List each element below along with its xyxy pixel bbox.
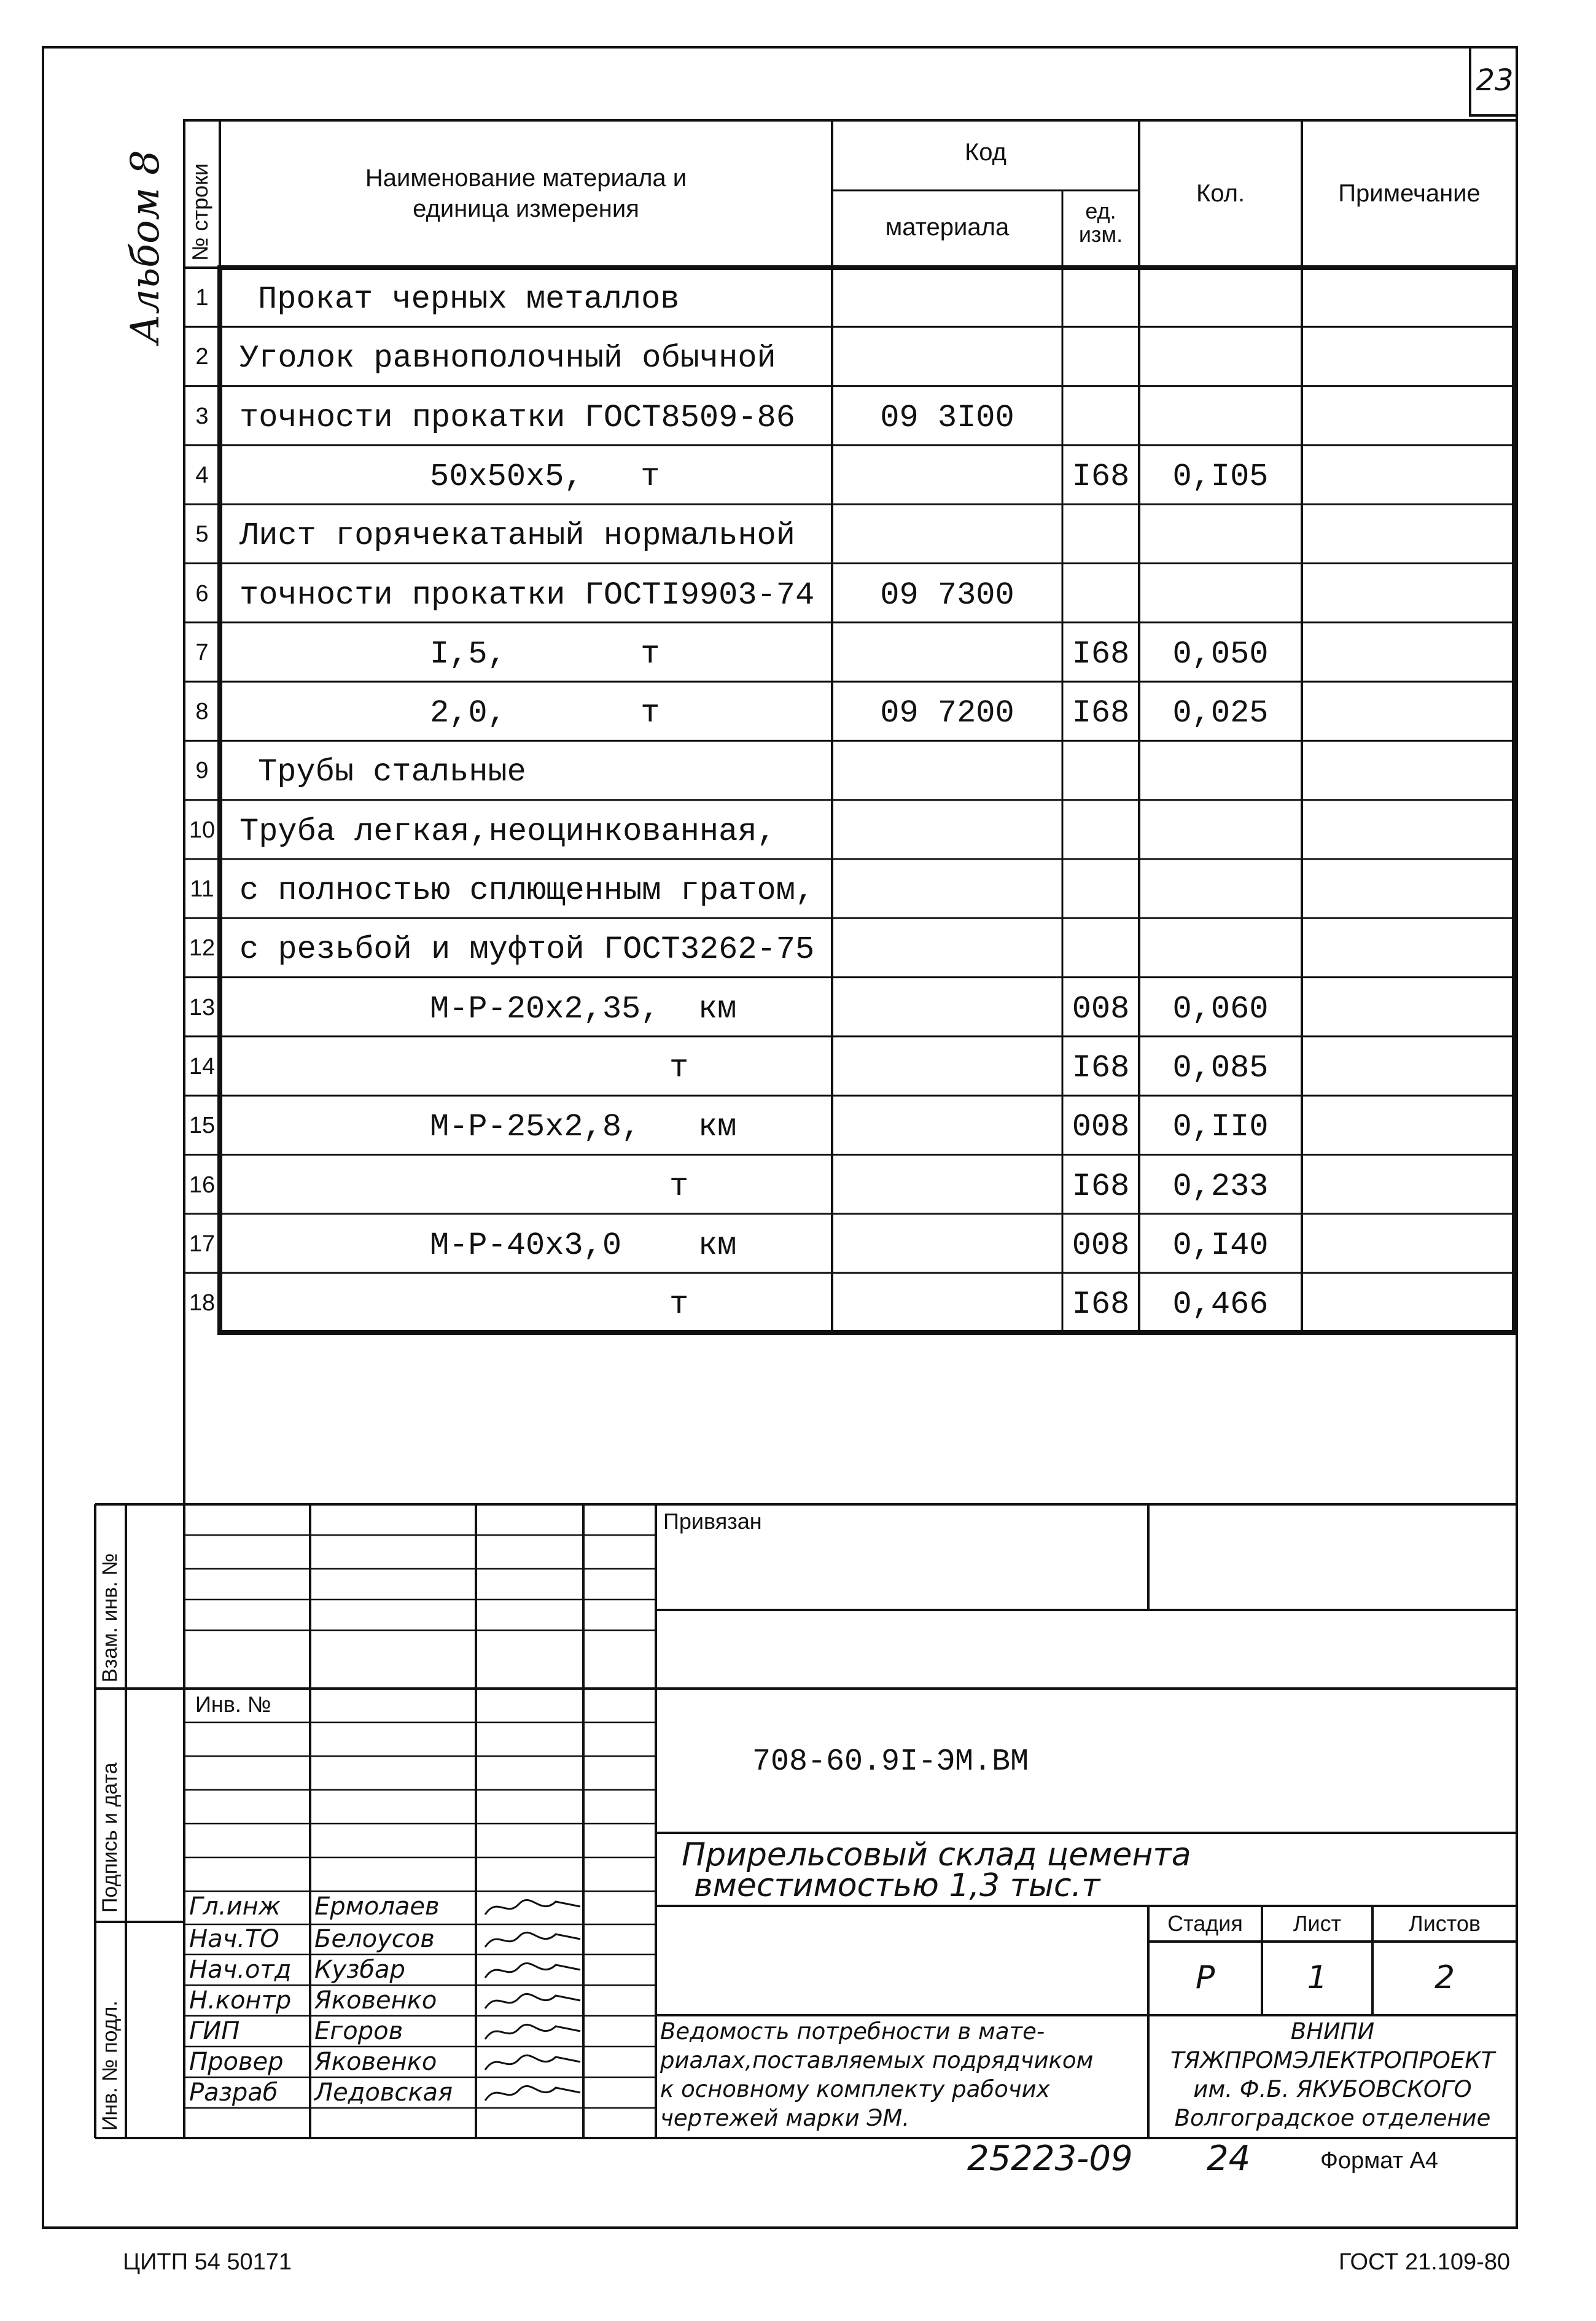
row-unit-code: I68 <box>1072 1049 1130 1086</box>
right-code: ГОСТ 21.109-80 <box>1339 2249 1511 2275</box>
row-material-code: 09 7300 <box>880 577 1014 613</box>
row-unit-code: I68 <box>1072 1168 1130 1205</box>
stage-label: Стадия <box>1167 1911 1243 1936</box>
row-unit-code: I68 <box>1072 695 1130 732</box>
sheet-value: 1 <box>1307 1959 1328 1996</box>
row-number: 12 <box>189 935 216 962</box>
organization-line: им. Ф.Б. ЯКУБОВСКОГО <box>1193 2076 1472 2102</box>
signer-role: Провер <box>189 2048 284 2076</box>
row-quantity: 0,050 <box>1172 636 1269 672</box>
description-line: чертежей марки ЭМ. <box>660 2105 910 2131</box>
row-name: с полностью сплющенным гратом, <box>239 873 815 909</box>
signature-mark <box>482 1987 586 2016</box>
row-quantity: 0,060 <box>1172 990 1269 1027</box>
organization-line: ТЯЖПРОМЭЛЕКТРОПРОЕКТ <box>1170 2047 1495 2074</box>
row-name: точности прокатки ГОСТI9903-74 <box>239 577 815 613</box>
stage-value: Р <box>1195 1959 1215 1996</box>
row-unit-code: I68 <box>1072 636 1130 672</box>
organization-line: Волгоградское отделение <box>1174 2105 1491 2131</box>
row-name: с резьбой и муфтой ГОСТ3262-75 <box>239 931 815 968</box>
row-name: т <box>669 1168 689 1205</box>
sheet-number: 23 <box>1469 46 1518 117</box>
row-number: 7 <box>195 639 209 666</box>
row-number: 16 <box>189 1172 216 1198</box>
privyazan-label: Привязан <box>663 1509 762 1534</box>
signature-mark <box>482 2018 586 2047</box>
header-qty: Кол. <box>1196 180 1245 207</box>
row-number: 2 <box>195 344 209 370</box>
header-row-number: № строки <box>187 163 212 261</box>
row-name: точности прокатки ГОСТ8509-86 <box>239 399 795 436</box>
label-podpis-data: Подпись и дата <box>98 1762 122 1913</box>
row-material-code: 09 3I00 <box>880 399 1014 436</box>
row-quantity: 0,I40 <box>1172 1227 1269 1264</box>
row-name: 50х50х5, т <box>430 458 660 495</box>
signer-name: Ледовская <box>314 2078 453 2107</box>
signer-role: Н.контр <box>189 1986 292 2015</box>
row-name: I,5, т <box>430 636 660 672</box>
sheets-label: Листов <box>1409 1911 1481 1936</box>
signature-mark <box>482 1956 586 1986</box>
row-number: 4 <box>195 462 209 488</box>
signer-name: Яковенко <box>314 2048 437 2076</box>
row-number: 1 <box>195 285 209 311</box>
signer-role: Гл.инж <box>189 1892 281 1921</box>
row-quantity: 0,233 <box>1172 1168 1269 1205</box>
row-number: 14 <box>189 1053 216 1079</box>
signer-name: Кузбар <box>314 1956 405 1984</box>
row-number: 3 <box>195 403 209 429</box>
signature-mark <box>482 2079 586 2109</box>
row-material-code: 09 7200 <box>880 695 1014 732</box>
row-number: 15 <box>189 1113 216 1139</box>
signer-name: Егоров <box>314 2017 403 2045</box>
header-material: материала <box>885 214 1010 241</box>
row-name: т <box>669 1049 689 1086</box>
row-quantity: 0,466 <box>1172 1286 1269 1323</box>
row-name: Лист горячекатаный нормальной <box>239 518 795 554</box>
archive-number: 25223-09 <box>967 2139 1133 2179</box>
signer-name: Ермолаев <box>314 1892 440 1921</box>
page-number: 24 <box>1207 2139 1251 2179</box>
signature-mark <box>482 2048 586 2078</box>
row-unit-code: 008 <box>1072 1109 1130 1146</box>
label-inv-podl: Инв. № подл. <box>98 2000 122 2131</box>
row-number: 17 <box>189 1230 216 1257</box>
row-name: М-Р-25х2,8, км <box>430 1109 737 1146</box>
signer-name: Белоусов <box>314 1925 435 1953</box>
description-line: Ведомость потребности в мате- <box>660 2018 1045 2045</box>
row-quantity: 0,I05 <box>1172 458 1269 495</box>
row-name: Трубы стальные <box>258 754 526 791</box>
row-number: 8 <box>195 699 209 725</box>
row-name: М-Р-20х2,35, км <box>430 990 737 1027</box>
album-note: Альбом 8 <box>123 150 168 344</box>
row-number: 6 <box>195 580 209 607</box>
header-code: Код <box>964 139 1006 166</box>
inv-number-label: Инв. № <box>195 1692 271 1717</box>
signer-role: Разраб <box>189 2078 278 2107</box>
label-vzam-inv: Взам. инв. № <box>98 1553 122 1682</box>
organization-line: ВНИПИ <box>1290 2018 1375 2045</box>
format-label: Формат А4 <box>1320 2148 1439 2174</box>
signature-mark <box>482 1926 586 1955</box>
sheets-value: 2 <box>1434 1959 1455 1996</box>
signer-role: Нач.отд <box>189 1956 292 1984</box>
left-code: ЦИТП 54 50171 <box>123 2249 292 2275</box>
document-code: 708-60.9I-ЭМ.ВМ <box>752 1744 1029 1779</box>
row-number: 18 <box>189 1290 216 1316</box>
description-line: риалах,поставляемых подрядчиком <box>660 2047 1094 2074</box>
header-name: Наименование материала и единица измерения <box>365 165 687 222</box>
row-number: 11 <box>190 876 214 902</box>
row-name: М-Р-40х3,0 км <box>430 1227 737 1264</box>
row-number: 5 <box>195 521 209 548</box>
row-unit-code: 008 <box>1072 1227 1130 1264</box>
row-number: 13 <box>189 994 216 1021</box>
row-quantity: 0,025 <box>1172 695 1269 732</box>
row-quantity: 0,II0 <box>1172 1109 1269 1146</box>
row-name: т <box>669 1286 689 1323</box>
row-name: 2,0, т <box>430 695 660 732</box>
row-number: 10 <box>189 817 216 843</box>
header-unit: ед. изм. <box>1078 198 1123 247</box>
row-number: 9 <box>195 758 209 784</box>
row-quantity: 0,085 <box>1172 1049 1269 1086</box>
project-title-line1: Прирельсовый склад цемента <box>682 1837 1191 1873</box>
project-title-line2: вместимостью 1,3 тыс.т <box>694 1867 1100 1904</box>
row-name: Уголок равнополочный обычной <box>239 340 776 377</box>
header-note: Примечание <box>1338 180 1481 207</box>
description-line: к основному комплекту рабочих <box>660 2076 1050 2102</box>
row-name: Прокат черных металлов <box>258 281 680 317</box>
signer-name: Яковенко <box>314 1986 437 2015</box>
row-name: Труба легкая,неоцинкованная, <box>239 813 776 850</box>
sheet-label: Лист <box>1293 1911 1342 1936</box>
signer-role: ГИП <box>189 2017 240 2045</box>
signature-mark <box>482 1893 586 1923</box>
signer-role: Нач.ТО <box>189 1925 279 1953</box>
row-unit-code: I68 <box>1072 1286 1130 1323</box>
row-unit-code: 008 <box>1072 990 1130 1027</box>
row-unit-code: I68 <box>1072 458 1130 495</box>
